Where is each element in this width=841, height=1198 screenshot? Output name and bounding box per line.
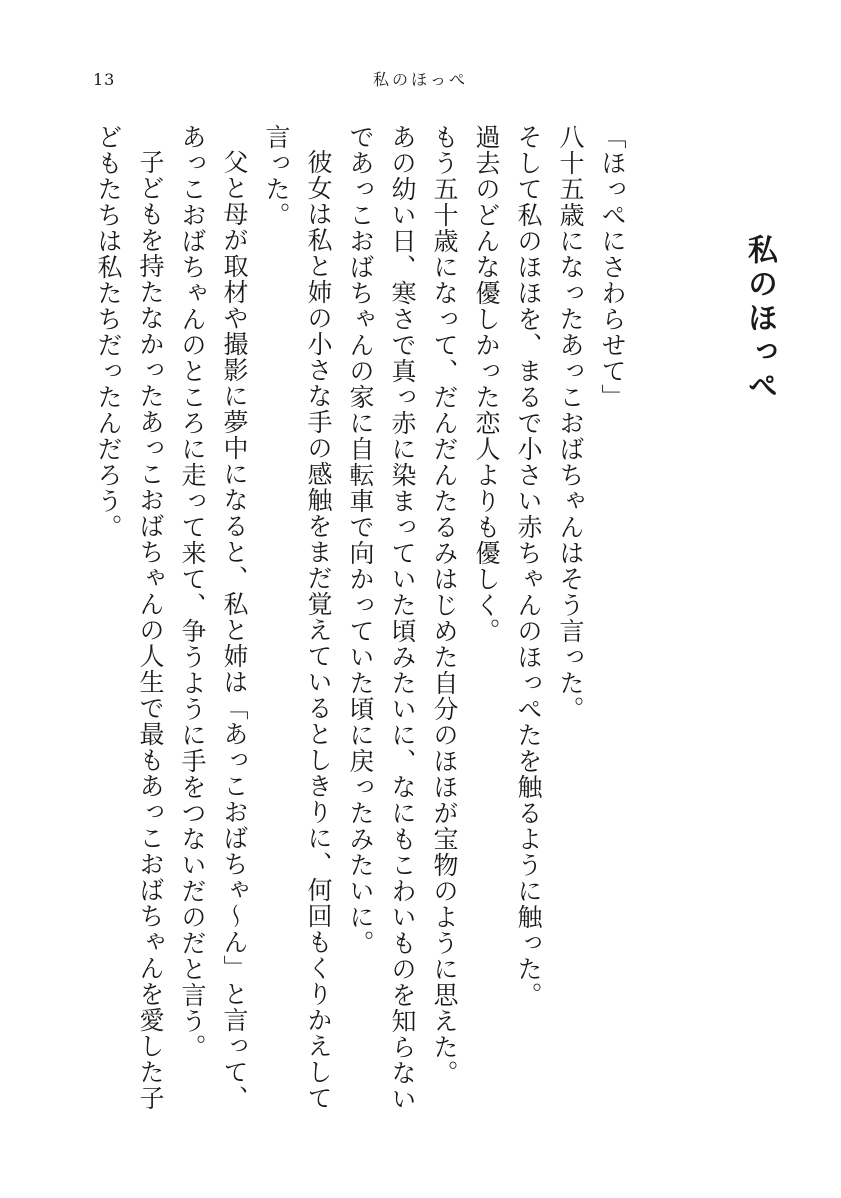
paragraph: 過去のどんな優しかった恋人よりも優しく。: [472, 124, 501, 644]
paragraph: あの幼い日、寒さで真っ赤に染まっていた頃みたいに、なにもこわいものを知らないであっこおばちゃんの家に自転車で向かっていた頃に戻ったみたいに。: [346, 124, 417, 1112]
paragraph: 八十五歳になったあっこおばちゃんはそう言った。: [556, 124, 585, 722]
paragraph: 彼女は私と姉の小さな手の感触をまだ覚えているとしきりに、何回もくりかえして言った。: [262, 124, 333, 1111]
paragraph: 子どもを持たなかったあっこおばちゃんの人生で最もあっこおばちゃんを愛した子どもたちは私たちだったんだろう。: [94, 124, 165, 1111]
paragraph: もう五十歳になって、だんだんたるみはじめた自分のほほが宝物のように思えた。: [430, 124, 459, 1086]
paragraph: そして私のほほを、まるで小さい赤ちゃんのほっぺたを触るように触った。: [514, 124, 543, 1008]
body-text: [87, 124, 633, 1124]
running-header: 私のほっぺ: [372, 70, 468, 89]
chapter-title: 私のほっぺ: [742, 234, 777, 404]
paragraph: 「ほっぺにさわらせて」: [598, 124, 627, 410]
page-number: 13: [93, 70, 116, 89]
paragraph: 父と母が取材や撮影に夢中になると、私と姉は「あっこおばちゃ〜ん」と言って、あっこおばちゃんのところに走って来て、争うように手をつないだのだと言う。: [178, 124, 249, 1111]
